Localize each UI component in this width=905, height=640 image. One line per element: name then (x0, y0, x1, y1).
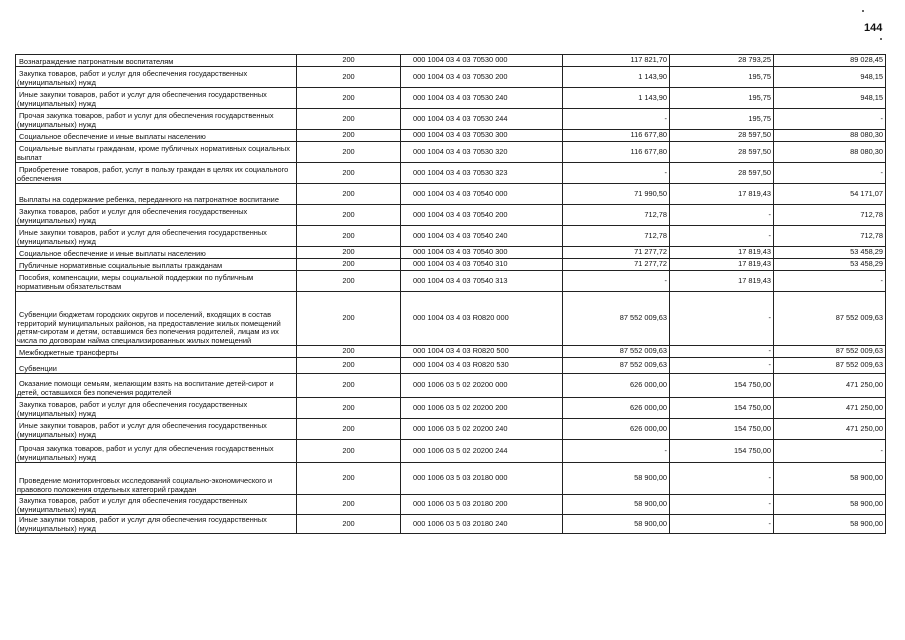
row-unexecuted-amount: 471 250,00 (774, 419, 886, 440)
row-executed-amount: 28 597,50 (670, 142, 774, 163)
table-row (16, 515, 886, 534)
row-approved-amount: 626 000,00 (563, 398, 670, 419)
row-classification-code: 000 1004 03 4 03 70530 300 (401, 130, 563, 142)
row-approved-amount: - (563, 271, 670, 292)
row-executed-amount: - (670, 515, 774, 534)
row-executed-amount: 154 750,00 (670, 398, 774, 419)
table-row (16, 88, 886, 109)
row-unexecuted-amount: 471 250,00 (774, 374, 886, 398)
row-name: Оказание помощи семьям, желающим взять на воспитание детей-сирот и детей, оставшихся без попечения родителей (16, 374, 297, 398)
row-executed-amount: 195,75 (670, 88, 774, 109)
row-executed-amount: 195,75 (670, 67, 774, 88)
table-row (16, 226, 886, 247)
row-executed-amount: 154 750,00 (670, 374, 774, 398)
table-row (16, 163, 886, 184)
row-line-code: 200 (297, 495, 401, 515)
row-unexecuted-amount: 471 250,00 (774, 398, 886, 419)
row-line-code: 200 (297, 109, 401, 130)
row-approved-amount: 71 277,72 (563, 259, 670, 271)
row-executed-amount: 17 819,43 (670, 247, 774, 259)
table-row (16, 495, 886, 515)
row-approved-amount: 116 677,80 (563, 142, 670, 163)
row-unexecuted-amount: 712,78 (774, 226, 886, 247)
row-classification-code: 000 1006 03 5 03 20180 200 (401, 495, 563, 515)
row-classification-code: 000 1006 03 5 02 20200 240 (401, 419, 563, 440)
row-unexecuted-amount: 53 458,29 (774, 259, 886, 271)
row-executed-amount: - (670, 226, 774, 247)
table-row (16, 346, 886, 358)
row-name: Закупка товаров, работ и услуг для обеспечения государственных (муниципальных) нужд (16, 67, 297, 88)
row-name: Приобретение товаров, работ, услуг в пользу граждан в целях их социального обеспечения (16, 163, 297, 184)
row-name: Межбюджетные трансферты (16, 346, 297, 358)
row-classification-code: 000 1004 03 4 03 R0820 530 (401, 358, 563, 374)
row-line-code: 200 (297, 374, 401, 398)
row-name: Иные закупки товаров, работ и услуг для обеспечения государственных (муниципальных) нужд (16, 88, 297, 109)
row-executed-amount: 17 819,43 (670, 271, 774, 292)
row-approved-amount: 71 277,72 (563, 247, 670, 259)
row-executed-amount: 28 597,50 (670, 163, 774, 184)
row-classification-code: 000 1004 03 4 03 70540 240 (401, 226, 563, 247)
row-name: Закупка товаров, работ и услуг для обеспечения государственных (муниципальных) нужд (16, 398, 297, 419)
budget-execution-table (15, 54, 886, 534)
row-approved-amount: - (563, 109, 670, 130)
table-row (16, 184, 886, 205)
row-unexecuted-amount: 58 900,00 (774, 495, 886, 515)
table-row (16, 374, 886, 398)
row-classification-code: 000 1004 03 4 03 70530 244 (401, 109, 563, 130)
row-approved-amount: 626 000,00 (563, 374, 670, 398)
row-approved-amount: - (563, 440, 670, 463)
row-classification-code: 000 1004 03 4 03 70540 300 (401, 247, 563, 259)
row-classification-code: 000 1004 03 4 03 70540 310 (401, 259, 563, 271)
row-classification-code: 000 1006 03 5 02 20200 244 (401, 440, 563, 463)
row-name: Прочая закупка товаров, работ и услуг для обеспечения государственных (муниципальных) нужд (16, 440, 297, 463)
row-name: Социальное обеспечение и иные выплаты населению (16, 247, 297, 259)
row-name: Иные закупки товаров, работ и услуг для обеспечения государственных (муниципальных) нужд (16, 419, 297, 440)
page-number: 144 (864, 22, 883, 34)
table-row (16, 398, 886, 419)
row-name: Иные закупки товаров, работ и услуг для обеспечения государственных (муниципальных) нужд (16, 515, 297, 534)
table-row (16, 292, 886, 346)
row-line-code: 200 (297, 346, 401, 358)
row-executed-amount: 195,75 (670, 109, 774, 130)
row-unexecuted-amount: 89 028,45 (774, 55, 886, 67)
row-approved-amount: 58 900,00 (563, 495, 670, 515)
row-line-code: 200 (297, 259, 401, 271)
table-row (16, 271, 886, 292)
row-classification-code: 000 1006 03 5 02 20200 000 (401, 374, 563, 398)
row-approved-amount: 1 143,90 (563, 67, 670, 88)
row-name: Публичные нормативные социальные выплаты гражданам (16, 259, 297, 271)
row-unexecuted-amount: 948,15 (774, 88, 886, 109)
scan-dot-artifact (880, 38, 882, 40)
row-classification-code: 000 1004 03 4 03 70530 200 (401, 67, 563, 88)
row-line-code: 200 (297, 440, 401, 463)
row-approved-amount: 87 552 009,63 (563, 346, 670, 358)
row-approved-amount: 58 900,00 (563, 463, 670, 495)
row-executed-amount: 17 819,43 (670, 184, 774, 205)
row-name: Закупка товаров, работ и услуг для обеспечения государственных (муниципальных) нужд (16, 495, 297, 515)
row-executed-amount: 154 750,00 (670, 419, 774, 440)
row-name: Пособия, компенсации, меры социальной поддержки по публичным нормативным обязательствам (16, 271, 297, 292)
row-approved-amount: 626 000,00 (563, 419, 670, 440)
table-row (16, 247, 886, 259)
row-classification-code: 000 1004 03 4 03 70530 000 (401, 55, 563, 67)
row-approved-amount: - (563, 163, 670, 184)
row-unexecuted-amount: 58 900,00 (774, 515, 886, 534)
row-line-code: 200 (297, 163, 401, 184)
row-unexecuted-amount: 88 080,30 (774, 142, 886, 163)
row-unexecuted-amount: 87 552 009,63 (774, 292, 886, 346)
row-approved-amount: 1 143,90 (563, 88, 670, 109)
row-unexecuted-amount: 948,15 (774, 67, 886, 88)
row-approved-amount: 71 990,50 (563, 184, 670, 205)
row-line-code: 200 (297, 398, 401, 419)
row-executed-amount: 28 793,25 (670, 55, 774, 67)
row-classification-code: 000 1004 03 4 03 70540 313 (401, 271, 563, 292)
row-name: Выплаты на содержание ребенка, переданного на патронатное воспитание (16, 184, 297, 205)
row-line-code: 200 (297, 55, 401, 67)
row-classification-code: 000 1004 03 4 03 R0820 500 (401, 346, 563, 358)
row-unexecuted-amount: - (774, 271, 886, 292)
row-executed-amount: - (670, 495, 774, 515)
row-unexecuted-amount: 53 458,29 (774, 247, 886, 259)
row-unexecuted-amount: 87 552 009,63 (774, 346, 886, 358)
row-name: Социальное обеспечение и иные выплаты населению (16, 130, 297, 142)
row-unexecuted-amount: 87 552 009,63 (774, 358, 886, 374)
row-name: Проведение мониторинговых исследований социально-экономического и правового положения отдельных категорий граждан (16, 463, 297, 495)
row-approved-amount: 87 552 009,63 (563, 292, 670, 346)
row-line-code: 200 (297, 419, 401, 440)
row-classification-code: 000 1006 03 5 03 20180 240 (401, 515, 563, 534)
row-executed-amount: - (670, 463, 774, 495)
row-executed-amount: 154 750,00 (670, 440, 774, 463)
row-executed-amount: - (670, 346, 774, 358)
row-unexecuted-amount: - (774, 109, 886, 130)
row-approved-amount: 117 821,70 (563, 55, 670, 67)
row-name: Субвенции бюджетам городских округов и поселений, входящих в состав территорий муниципальных районов, на предоставление жилых помещений детям-сиротам и детям, оставшимся без попечения родителей, лицам из их числа по договорам найма специализированных жилых помещений (16, 292, 297, 346)
row-classification-code: 000 1004 03 4 03 R0820 000 (401, 292, 563, 346)
row-line-code: 200 (297, 226, 401, 247)
row-classification-code: 000 1004 03 4 03 70530 320 (401, 142, 563, 163)
table-row (16, 109, 886, 130)
row-executed-amount: - (670, 292, 774, 346)
table-row (16, 55, 886, 67)
row-name: Субвенции (16, 358, 297, 374)
table-body (16, 55, 886, 534)
row-classification-code: 000 1006 03 5 02 20200 200 (401, 398, 563, 419)
row-executed-amount: - (670, 358, 774, 374)
row-name: Вознаграждение патронатным воспитателям (16, 55, 297, 67)
row-name: Социальные выплаты гражданам, кроме публичных нормативных социальных выплат (16, 142, 297, 163)
row-classification-code: 000 1004 03 4 03 70530 323 (401, 163, 563, 184)
table-row (16, 358, 886, 374)
row-line-code: 200 (297, 271, 401, 292)
table-row (16, 67, 886, 88)
row-line-code: 200 (297, 463, 401, 495)
row-classification-code: 000 1004 03 4 03 70540 200 (401, 205, 563, 226)
scan-dot-artifact (862, 10, 864, 12)
row-approved-amount: 712,78 (563, 205, 670, 226)
row-line-code: 200 (297, 515, 401, 534)
row-executed-amount: 17 819,43 (670, 259, 774, 271)
table-row (16, 130, 886, 142)
row-name: Прочая закупка товаров, работ и услуг для обеспечения государственных (муниципальных) нужд (16, 109, 297, 130)
table-row (16, 419, 886, 440)
table-row (16, 463, 886, 495)
row-line-code: 200 (297, 67, 401, 88)
row-approved-amount: 58 900,00 (563, 515, 670, 534)
row-classification-code: 000 1004 03 4 03 70530 240 (401, 88, 563, 109)
row-unexecuted-amount: 712,78 (774, 205, 886, 226)
table-row (16, 440, 886, 463)
row-line-code: 200 (297, 184, 401, 205)
row-line-code: 200 (297, 142, 401, 163)
row-line-code: 200 (297, 358, 401, 374)
row-approved-amount: 87 552 009,63 (563, 358, 670, 374)
row-line-code: 200 (297, 247, 401, 259)
table-row (16, 142, 886, 163)
row-unexecuted-amount: - (774, 163, 886, 184)
table-row (16, 205, 886, 226)
row-classification-code: 000 1006 03 5 03 20180 000 (401, 463, 563, 495)
row-classification-code: 000 1004 03 4 03 70540 000 (401, 184, 563, 205)
row-line-code: 200 (297, 130, 401, 142)
row-executed-amount: - (670, 205, 774, 226)
row-name: Иные закупки товаров, работ и услуг для обеспечения государственных (муниципальных) нужд (16, 226, 297, 247)
row-line-code: 200 (297, 292, 401, 346)
row-line-code: 200 (297, 205, 401, 226)
row-unexecuted-amount: 54 171,07 (774, 184, 886, 205)
row-unexecuted-amount: 58 900,00 (774, 463, 886, 495)
row-unexecuted-amount: - (774, 440, 886, 463)
row-line-code: 200 (297, 88, 401, 109)
row-name: Закупка товаров, работ и услуг для обеспечения государственных (муниципальных) нужд (16, 205, 297, 226)
row-executed-amount: 28 597,50 (670, 130, 774, 142)
row-approved-amount: 116 677,80 (563, 130, 670, 142)
row-unexecuted-amount: 88 080,30 (774, 130, 886, 142)
table-row (16, 259, 886, 271)
row-approved-amount: 712,78 (563, 226, 670, 247)
